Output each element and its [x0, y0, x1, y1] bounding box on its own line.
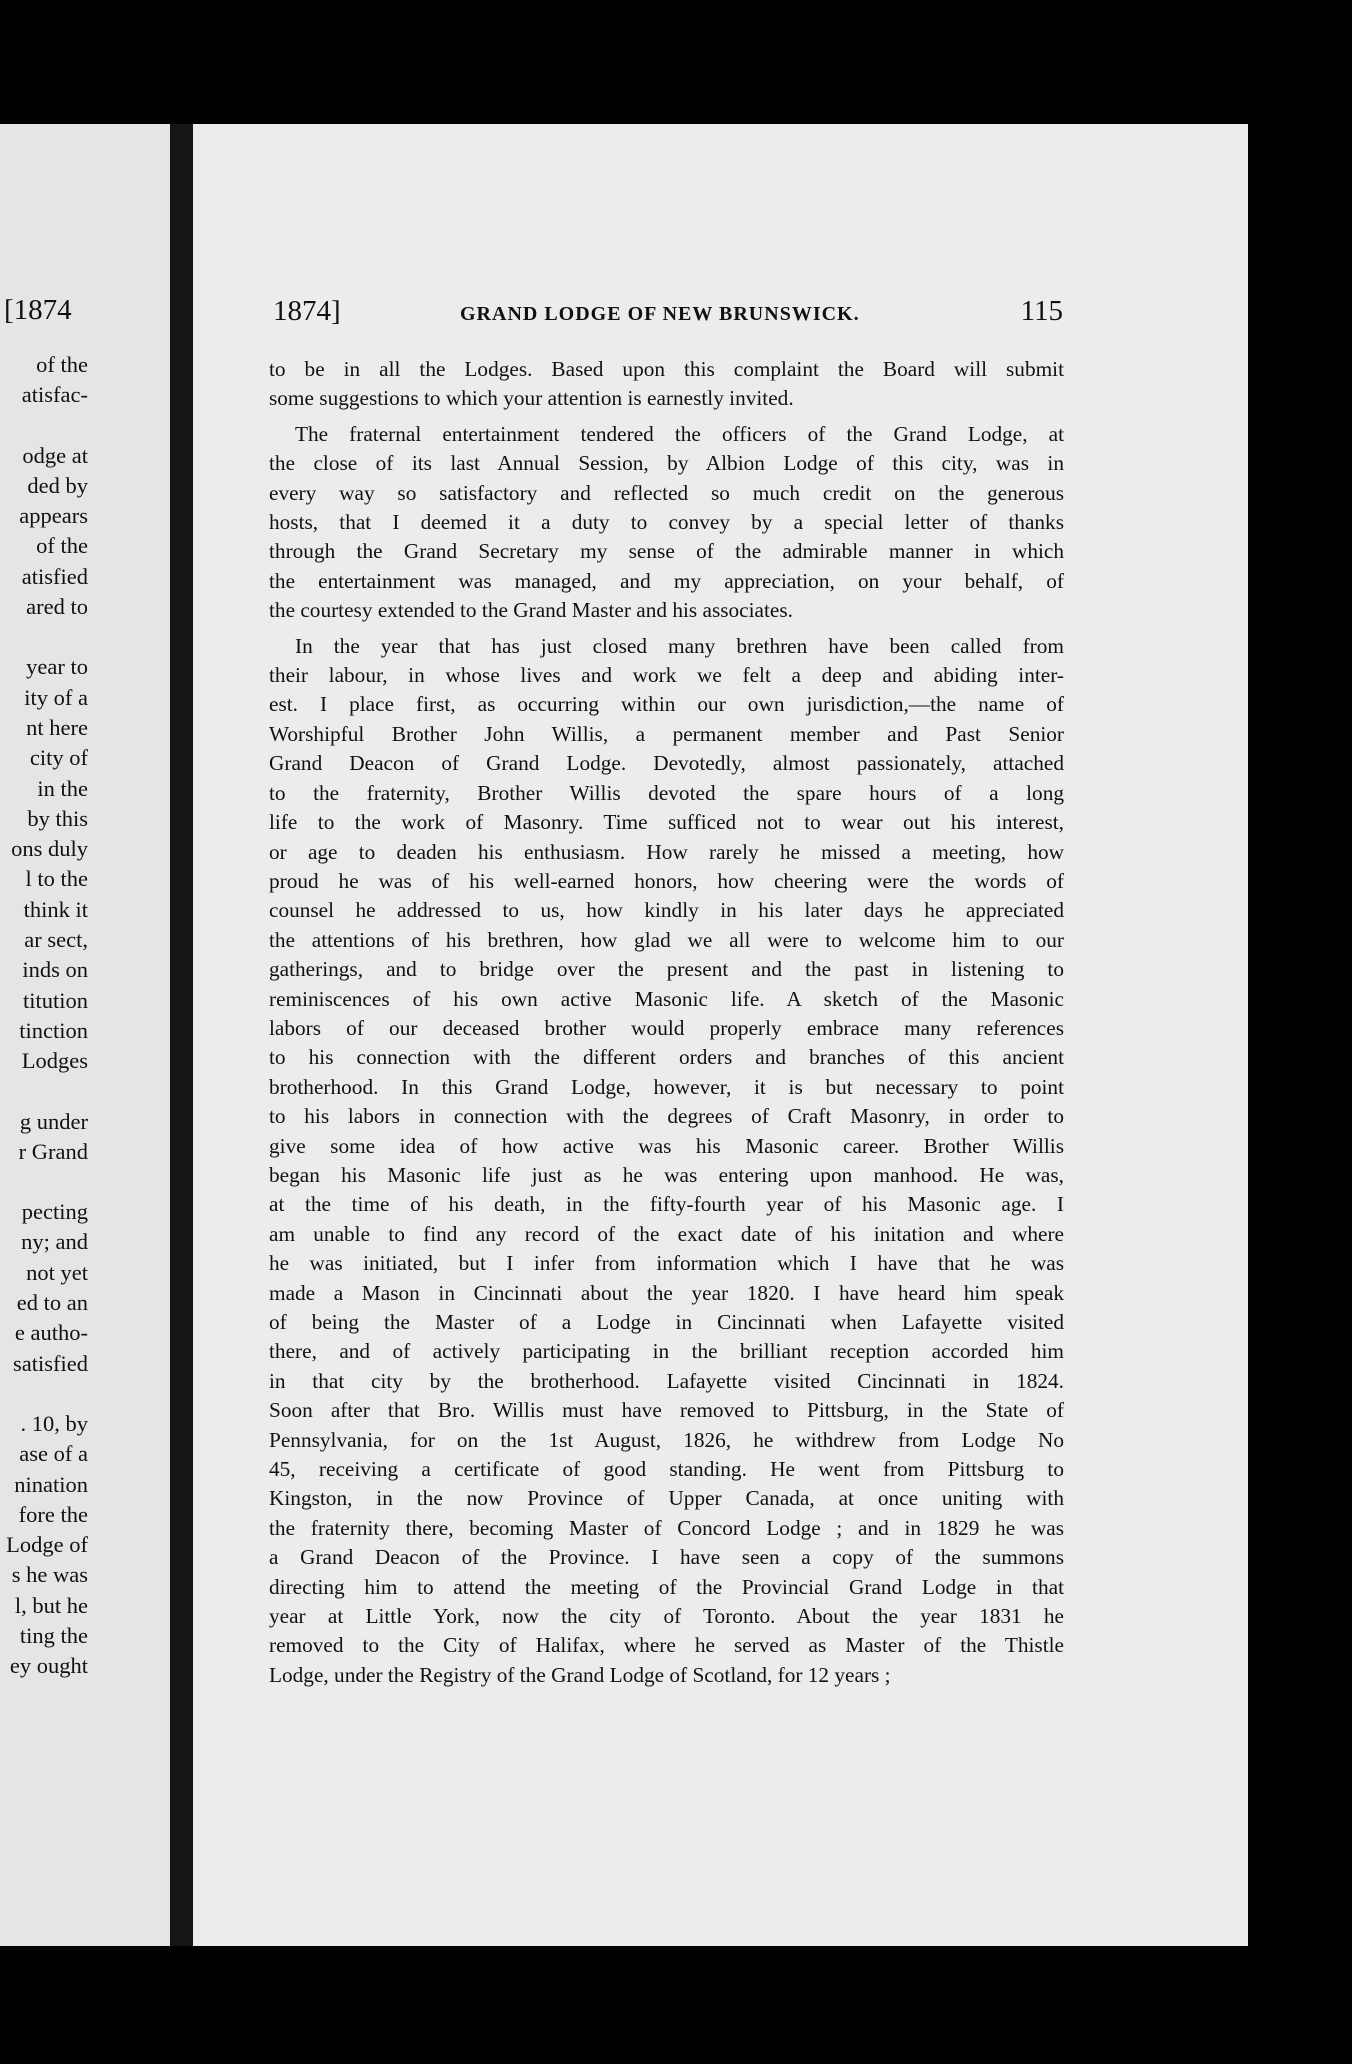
text-line: of being the Master of a Lodge in Cincinnati when Lafayette visited: [269, 1310, 1064, 1334]
text-line: brotherhood. In this Grand Lodge, however, it is but necessary to point: [269, 1074, 1064, 1099]
facing-page-line: Lodges: [21, 1048, 88, 1074]
facing-page-line: think it: [23, 896, 88, 922]
text-line: to the fraternity, Brother Willis devoted the spare hours of a long: [269, 780, 1064, 805]
text-line: labors of our deceased brother would properly embrace many references: [269, 1015, 1064, 1040]
line-gap: [0, 622, 88, 652]
facing-page-line: ons duly: [11, 836, 88, 862]
facing-page-line: tinction: [19, 1017, 88, 1043]
facing-page-line: appears: [19, 503, 88, 529]
facing-page-line: l to the: [25, 866, 88, 892]
text-line: to be in all the Lodges. Based upon this complaint the Board will submit: [269, 357, 1064, 381]
text-line: to his connection with the different orders and branches of this ancient: [269, 1045, 1064, 1070]
text-line: the courtesy extended to the Grand Master and his associates.: [269, 598, 793, 623]
text-line: The fraternal entertainment tendered the officers of the Grand Lodge, at: [295, 421, 1064, 446]
text-line: a Grand Deacon of the Province. I have seen a copy of the summons: [269, 1545, 1064, 1570]
facing-page-line: nt here: [26, 714, 88, 740]
text-line: the attentions of his brethren, how glad we all were to welcome him to our: [269, 927, 1064, 952]
text-line: proud he was of his well-earned honors, how cheering were the words of: [269, 868, 1064, 893]
text-line: Lodge, under the Registry of the Grand Lodge of Scotland, for 12 years ;: [269, 1662, 891, 1687]
text-line: removed to the City of Halifax, where he served as Master of the Thistle: [269, 1633, 1064, 1658]
facing-page-line: of the: [36, 352, 88, 377]
facing-page-text: [0, 350, 88, 1682]
text-line: to his labors in connection with the degrees of Craft Masonry, in order to: [269, 1104, 1064, 1129]
facing-page-line: Lodge of: [6, 1532, 88, 1558]
text-line: every way so satisfactory and reflected so much credit on the generous: [269, 480, 1064, 505]
text-line: Pennsylvania, for on the 1st August, 1826, he withdrew from Lodge No: [269, 1427, 1064, 1452]
text-line: Grand Deacon of Grand Lodge. Devotedly, almost passionately, attached: [269, 751, 1064, 776]
line-gap: [0, 411, 88, 441]
book-spine: [170, 124, 193, 1946]
facing-page-line: inds on: [22, 957, 88, 983]
header-year: 1874]: [273, 295, 341, 327]
facing-page-header: [1874: [4, 294, 72, 326]
facing-page-line: ed to an: [16, 1290, 88, 1316]
text-line: In the year that has just closed many brethren have been called from: [295, 633, 1064, 658]
text-line: give some idea of how active was his Masonic career. Brother Willis: [269, 1133, 1064, 1158]
facing-page-line: of the: [36, 533, 88, 559]
running-header: [273, 295, 1063, 329]
text-line: the entertainment was managed, and my appreciation, on your behalf, of: [269, 568, 1064, 593]
facing-page-line: pecting: [21, 1199, 88, 1225]
facing-page-line: ny; and: [21, 1229, 88, 1255]
text-line: their labour, in whose lives and work we felt a deep and abiding inter-: [269, 663, 1064, 688]
facing-page-line: in the: [37, 775, 88, 801]
text-line: 45, receiving a certificate of good standing. He went from Pittsburg to: [269, 1457, 1064, 1482]
text-line: the close of its last Annual Session, by Albion Lodge of this city, was in: [269, 451, 1064, 476]
text-line: Worshipful Brother John Willis, a permanent member and Past Senior: [269, 721, 1064, 746]
text-line: counsel he addressed to us, how kindly in his later days he appreciated: [269, 898, 1064, 923]
facing-page-line: . 10, by: [20, 1410, 88, 1436]
facing-page-line: city of: [29, 745, 88, 771]
text-line: est. I place first, as occurring within our own jurisdiction,—the name of: [269, 692, 1064, 717]
facing-page-line: ity of a: [24, 684, 88, 710]
text-line: Kingston, in the now Province of Upper Canada, at once uniting with: [269, 1486, 1064, 1511]
page-body: [269, 355, 1064, 1690]
book-page: [193, 124, 1248, 1946]
text-line: hosts, that I deemed it a duty to convey by a special letter of thanks: [269, 510, 1064, 535]
facing-page-line: r Grand: [18, 1138, 88, 1164]
facing-page-line: nination: [14, 1471, 88, 1497]
text-line: or age to deaden his enthusiasm. How rarely he missed a meeting, how: [269, 839, 1064, 864]
facing-page-line: ded by: [27, 472, 88, 498]
text-line: made a Mason in Cincinnati about the year 1820. I have heard him speak: [269, 1280, 1064, 1305]
facing-page: [0, 124, 170, 1946]
text-line: through the Grand Secretary my sense of the admirable manner in which: [269, 539, 1064, 564]
text-line: some suggestions to which your attention is earnestly invited.: [269, 386, 794, 411]
facing-page-line: odge at: [22, 442, 88, 468]
facing-page-line: l, but he: [14, 1592, 88, 1618]
text-line: directing him to attend the meeting of the Provincial Grand Lodge in that: [269, 1574, 1064, 1599]
facing-page-line: titution: [22, 987, 88, 1013]
line-gap: [0, 1379, 88, 1409]
text-line: in that city by the brotherhood. Lafayette visited Cincinnati in 1824.: [269, 1368, 1064, 1393]
text-line: at the time of his death, in the fifty-fourth year of his Masonic age. I: [269, 1192, 1064, 1217]
text-line: life to the work of Masonry. Time sufficed not to wear out his interest,: [269, 810, 1064, 835]
text-line: began his Masonic life just as he was entering upon manhood. He was,: [269, 1162, 1064, 1187]
text-line: Soon after that Bro. Willis must have removed to Pittsburg, in the State of: [269, 1398, 1064, 1423]
line-gap: [0, 1077, 88, 1107]
facing-page-line: atisfied: [21, 563, 88, 589]
text-line: reminiscences of his own active Masonic life. A sketch of the Masonic: [269, 986, 1064, 1011]
facing-page-line: s he was: [11, 1562, 88, 1588]
facing-page-line: atisfac-: [21, 382, 88, 408]
page-number: 115: [1020, 295, 1063, 327]
facing-page-line: ared to: [26, 594, 88, 620]
facing-page-line: g under: [19, 1108, 88, 1134]
line-gap: [0, 1167, 88, 1197]
facing-page-line: e autho-: [14, 1320, 88, 1346]
text-line: there, and of actively participating in the brilliant reception accorded him: [269, 1339, 1064, 1364]
text-line: he was initiated, but I infer from information which I have that he was: [269, 1251, 1064, 1276]
facing-page-line: ey ought: [9, 1653, 88, 1679]
text-line: year at Little York, now the city of Toronto. About the year 1831 he: [269, 1604, 1064, 1629]
facing-page-line: satisfied: [13, 1350, 88, 1376]
text-line: gatherings, and to bridge over the present and the past in listening to: [269, 957, 1064, 982]
facing-page-line: by this: [27, 805, 88, 831]
facing-page-line: not yet: [26, 1259, 88, 1285]
text-line: the fraternity there, becoming Master of Concord Lodge ; and in 1829 he was: [269, 1515, 1064, 1540]
facing-page-line: fore the: [18, 1501, 88, 1527]
facing-page-line: ar sect,: [24, 927, 88, 953]
header-title: GRAND LODGE OF NEW BRUNSWICK.: [460, 303, 860, 325]
facing-page-line: year to: [26, 654, 88, 680]
text-line: am unable to find any record of the exact date of his initation and where: [269, 1221, 1064, 1246]
facing-page-line: ase of a: [19, 1441, 88, 1467]
facing-page-line: ting the: [19, 1622, 88, 1648]
